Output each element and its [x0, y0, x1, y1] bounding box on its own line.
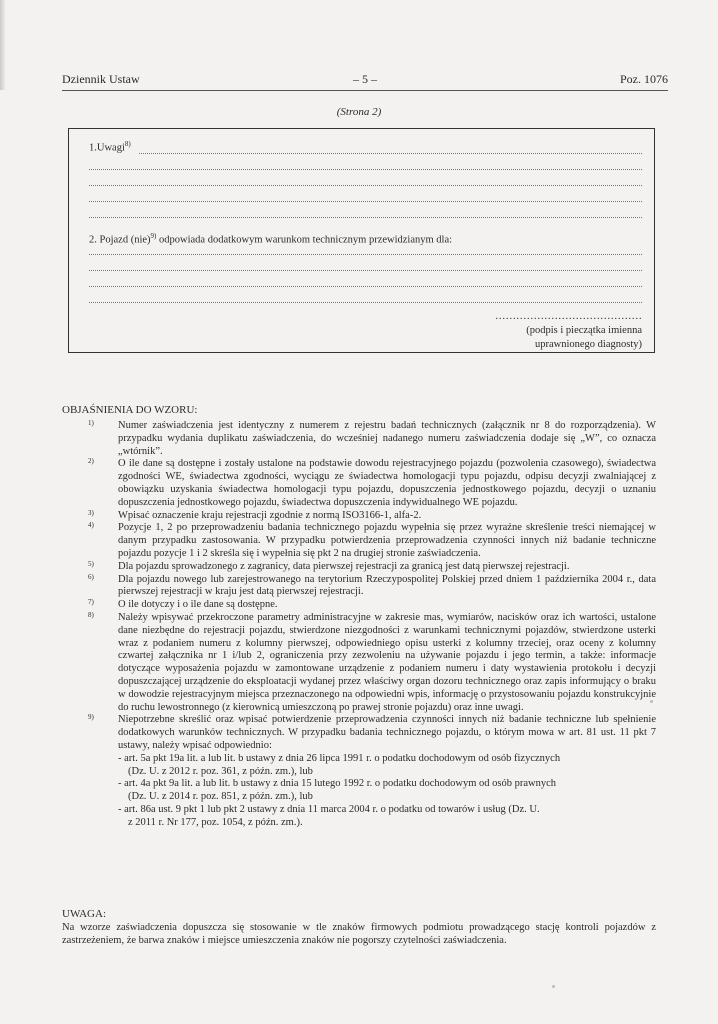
note-8: 8) Należy wpisywać przekroczone parametry administracyjne w zakresie mas, wymiarów, nacisków oraz ich wartości, ustalone dane niezbędne do rejestracji pojazdu, stwierdzone niezgodności z warunkami technicznymi pojazdów, stwierdzone usterki wraz z podaniem numeru z kolumny pierwszej, odpowiedniego opisu usterki z kolumny trzeciej, oraz oceny z kolumny czwartej załącznika nr 1 i/lub 2, ograniczenia przy zezwoleniu na używanie pojazdu i jego termin, a także: informacje dotyczące wyposażenia pojazdu w zamontowane urządzenie z podaniem numeru i daty wystawienia protokołu i decyzji dopuszczającej urządzenie do eksploatacji wydanej przez właściwy organ dozoru technicznego oraz zapis informujący o braku w dowodzie rejestracyjnym miejsca przeznaczonego na odpowiedni wpis, informację o przystosowaniu pojazdu konstrukcyjnie do ruchu lewostronnego (z kierownicą umieszczoną po prawej stronie pojazdu) oraz inne uwagi.	[88, 610, 656, 713]
note-9-item-line: (Dz. U. z 2014 r. poz. 851, z późn. zm.), lub	[128, 791, 313, 803]
note-7: 7) O ile dotyczy i o ile dane są dostępne.	[88, 598, 278, 611]
remarks-label: 1.Uwagi$^{8)}$	[89, 140, 131, 154]
note-5: 5) Dla pojazdu sprowadzonego z zagranicy, data pierwszej rejestracji za granicą jest datą pierwszej rejestracji.	[88, 559, 570, 572]
note-2: 2) O ile dane są dostępne i zostały ustalone na podstawie dowodu rejestracyjnego pojazdu (pozwolenia czasowego), świadectwa zgodności WE, świadectwa zgodności, wyciągu ze świadectwa homologacji typu pojazdu, odpisu decyzji zwalniającej z obowiązku uzyskania świadectwa homologacji typu pojazdu, dopuszczenia jednostkowego pojazdu, decyzji o uznaniu dopuszczenia jednostkowego pojazdu, świadectwa dopuszczenia indywidualnego WE pojazdu.	[88, 457, 656, 508]
remarks-form-box	[68, 128, 655, 353]
note-9-item	[118, 753, 656, 779]
note-9-item-line: - art. 4a pkt 9a lit. a lub lit. b ustawy z dnia 15 lutego 1992 r. o podatku dochodowym od osób prawnych	[118, 778, 557, 790]
remarks-line[interactable]	[89, 169, 642, 170]
note-9-item	[118, 804, 656, 830]
note-6: 6) Dla pojazdu nowego lub zarejestrowanego na terytorium Rzeczypospolitej Polskiej przed dniem 1 października 2004 r., data pierwszej rejestracji w kraju jest datą pierwszej rejestracji.	[88, 572, 656, 598]
note-9-item-line: - art. 5a pkt 19a lit. a lub lit. b ustawy z dnia 26 lipca 1991 r. o podatku dochodowym od osób fizycznych	[118, 752, 561, 764]
note-9: 9) Niepotrzebne skreślić oraz wpisać potwierdzenie przeprowadzenia czynności innych niż badanie techniczne lub spełnienie dodatkowych warunków technicznych. W przypadku badania technicznego pojazdu, o którym mowa w art. 81 ust. 11 pkt 7 ustawy, należy wpisać odpowiednio: - art. 5a pkt 19a lit. a lub lit. b ustawy z dnia 26 lipca 1991 r. o podatku dochodowym od osób fizycznych (Dz. U. z 2012 r. poz. 361, z późn. zm.), lub - art. 4a pkt 9a lit. a lub lit. b ustawy z dnia 15 lutego 1992 r. o podatku dochodowym od osób prawnych (Dz. U. z 2014 r. poz. 851, z późn. zm.), lub - art. 86a ust. 9 pkt 1 lub pkt 2 ustawy z dnia 11 marca 2004 r. o podatku od towarów i usług (Dz. U. z 2011 r. Nr 177, poz. 1054, z późn. zm.).	[88, 713, 656, 828]
scan-speck	[650, 700, 653, 703]
scan-speck	[552, 985, 555, 988]
journal-title: Dziennik Ustaw	[62, 72, 140, 86]
note-9-item-line: (Dz. U. z 2012 r. poz. 361, z późn. zm.), lub	[128, 765, 313, 777]
page-fold-shadow	[0, 0, 6, 90]
conditions-line[interactable]	[89, 254, 642, 255]
remarks-line[interactable]	[139, 153, 642, 154]
explanations-list	[78, 420, 656, 830]
note-4: 4) Pozycje 1, 2 po przeprowadzeniu badania technicznego pojazdu wypełnia się przez wyraźne skreślenie treści niemającej w danym przypadku zastosowania. W przypadku potwierdzenia przeprowadzenia czynności innych niż badanie techniczne pojazdu pozycje 1 i 2 skreśla się i wypełnia się pkt 2 na drugiej stronie zaświadczenia.	[88, 521, 656, 559]
note-9-item-line: z 2011 r. Nr 177, poz. 1054, z późn. zm.).	[128, 816, 303, 828]
note-9-item-line: - art. 86a ust. 9 pkt 1 lub pkt 2 ustawy z dnia 11 marca 2004 r. o podatku od towarów i usług (Dz. U.	[118, 803, 540, 815]
notice-text: Na wzorze zaświadczenia dopuszcza się stosowanie w tle znaków firmowych podmiotu prowadzącego stację kontroli pojazdów z zastrzeżeniem, że barwa znaków i miejsce umieszczenia znaków nie pogorszy czytelności zaświadczenia.	[62, 922, 656, 946]
remarks-line[interactable]	[89, 217, 642, 218]
note-9-item	[118, 778, 656, 804]
note-3: 3) Wpisać oznaczenie kraju rejestracji zgodnie z normą ISO3166-1, alfa-2.	[88, 508, 422, 521]
signature-caption-2: uprawnionego diagnosty)	[534, 339, 642, 350]
page-label: (Strona 2)	[336, 106, 382, 118]
position-number: Poz. 1076	[620, 72, 668, 86]
page-header	[62, 72, 668, 91]
vehicle-conditions-label: 2. Pojazd (nie)$^{9)}$ odpowiada dodatkowym warunkom technicznym przewidzianym dla:	[89, 232, 453, 246]
explanations-title: OBJAŚNIENIA DO WZORU:	[62, 404, 198, 416]
notice-title: UWAGA:	[62, 908, 106, 920]
conditions-line[interactable]	[89, 302, 642, 303]
remarks-line[interactable]	[89, 201, 642, 202]
conditions-line[interactable]	[89, 286, 642, 287]
signature-dots: ……………………………………	[495, 311, 642, 322]
remarks-line[interactable]	[89, 185, 642, 186]
conditions-line[interactable]	[89, 270, 642, 271]
signature-caption-1: (podpis i pieczątka imienna	[526, 325, 642, 336]
page-number: – 5 –	[353, 72, 377, 86]
note-1: 1) Numer zaświadczenia jest identyczny z numerem z rejestru badań technicznych (załącznik nr 8 do rozporządzenia). W przypadku wydania duplikatu zaświadczenia, do wcześniej nadanego numeru zaświadczenia dodaje się „W”, co oznacza „wtórnik”.	[88, 419, 656, 457]
diagnostician-signature	[495, 310, 642, 352]
